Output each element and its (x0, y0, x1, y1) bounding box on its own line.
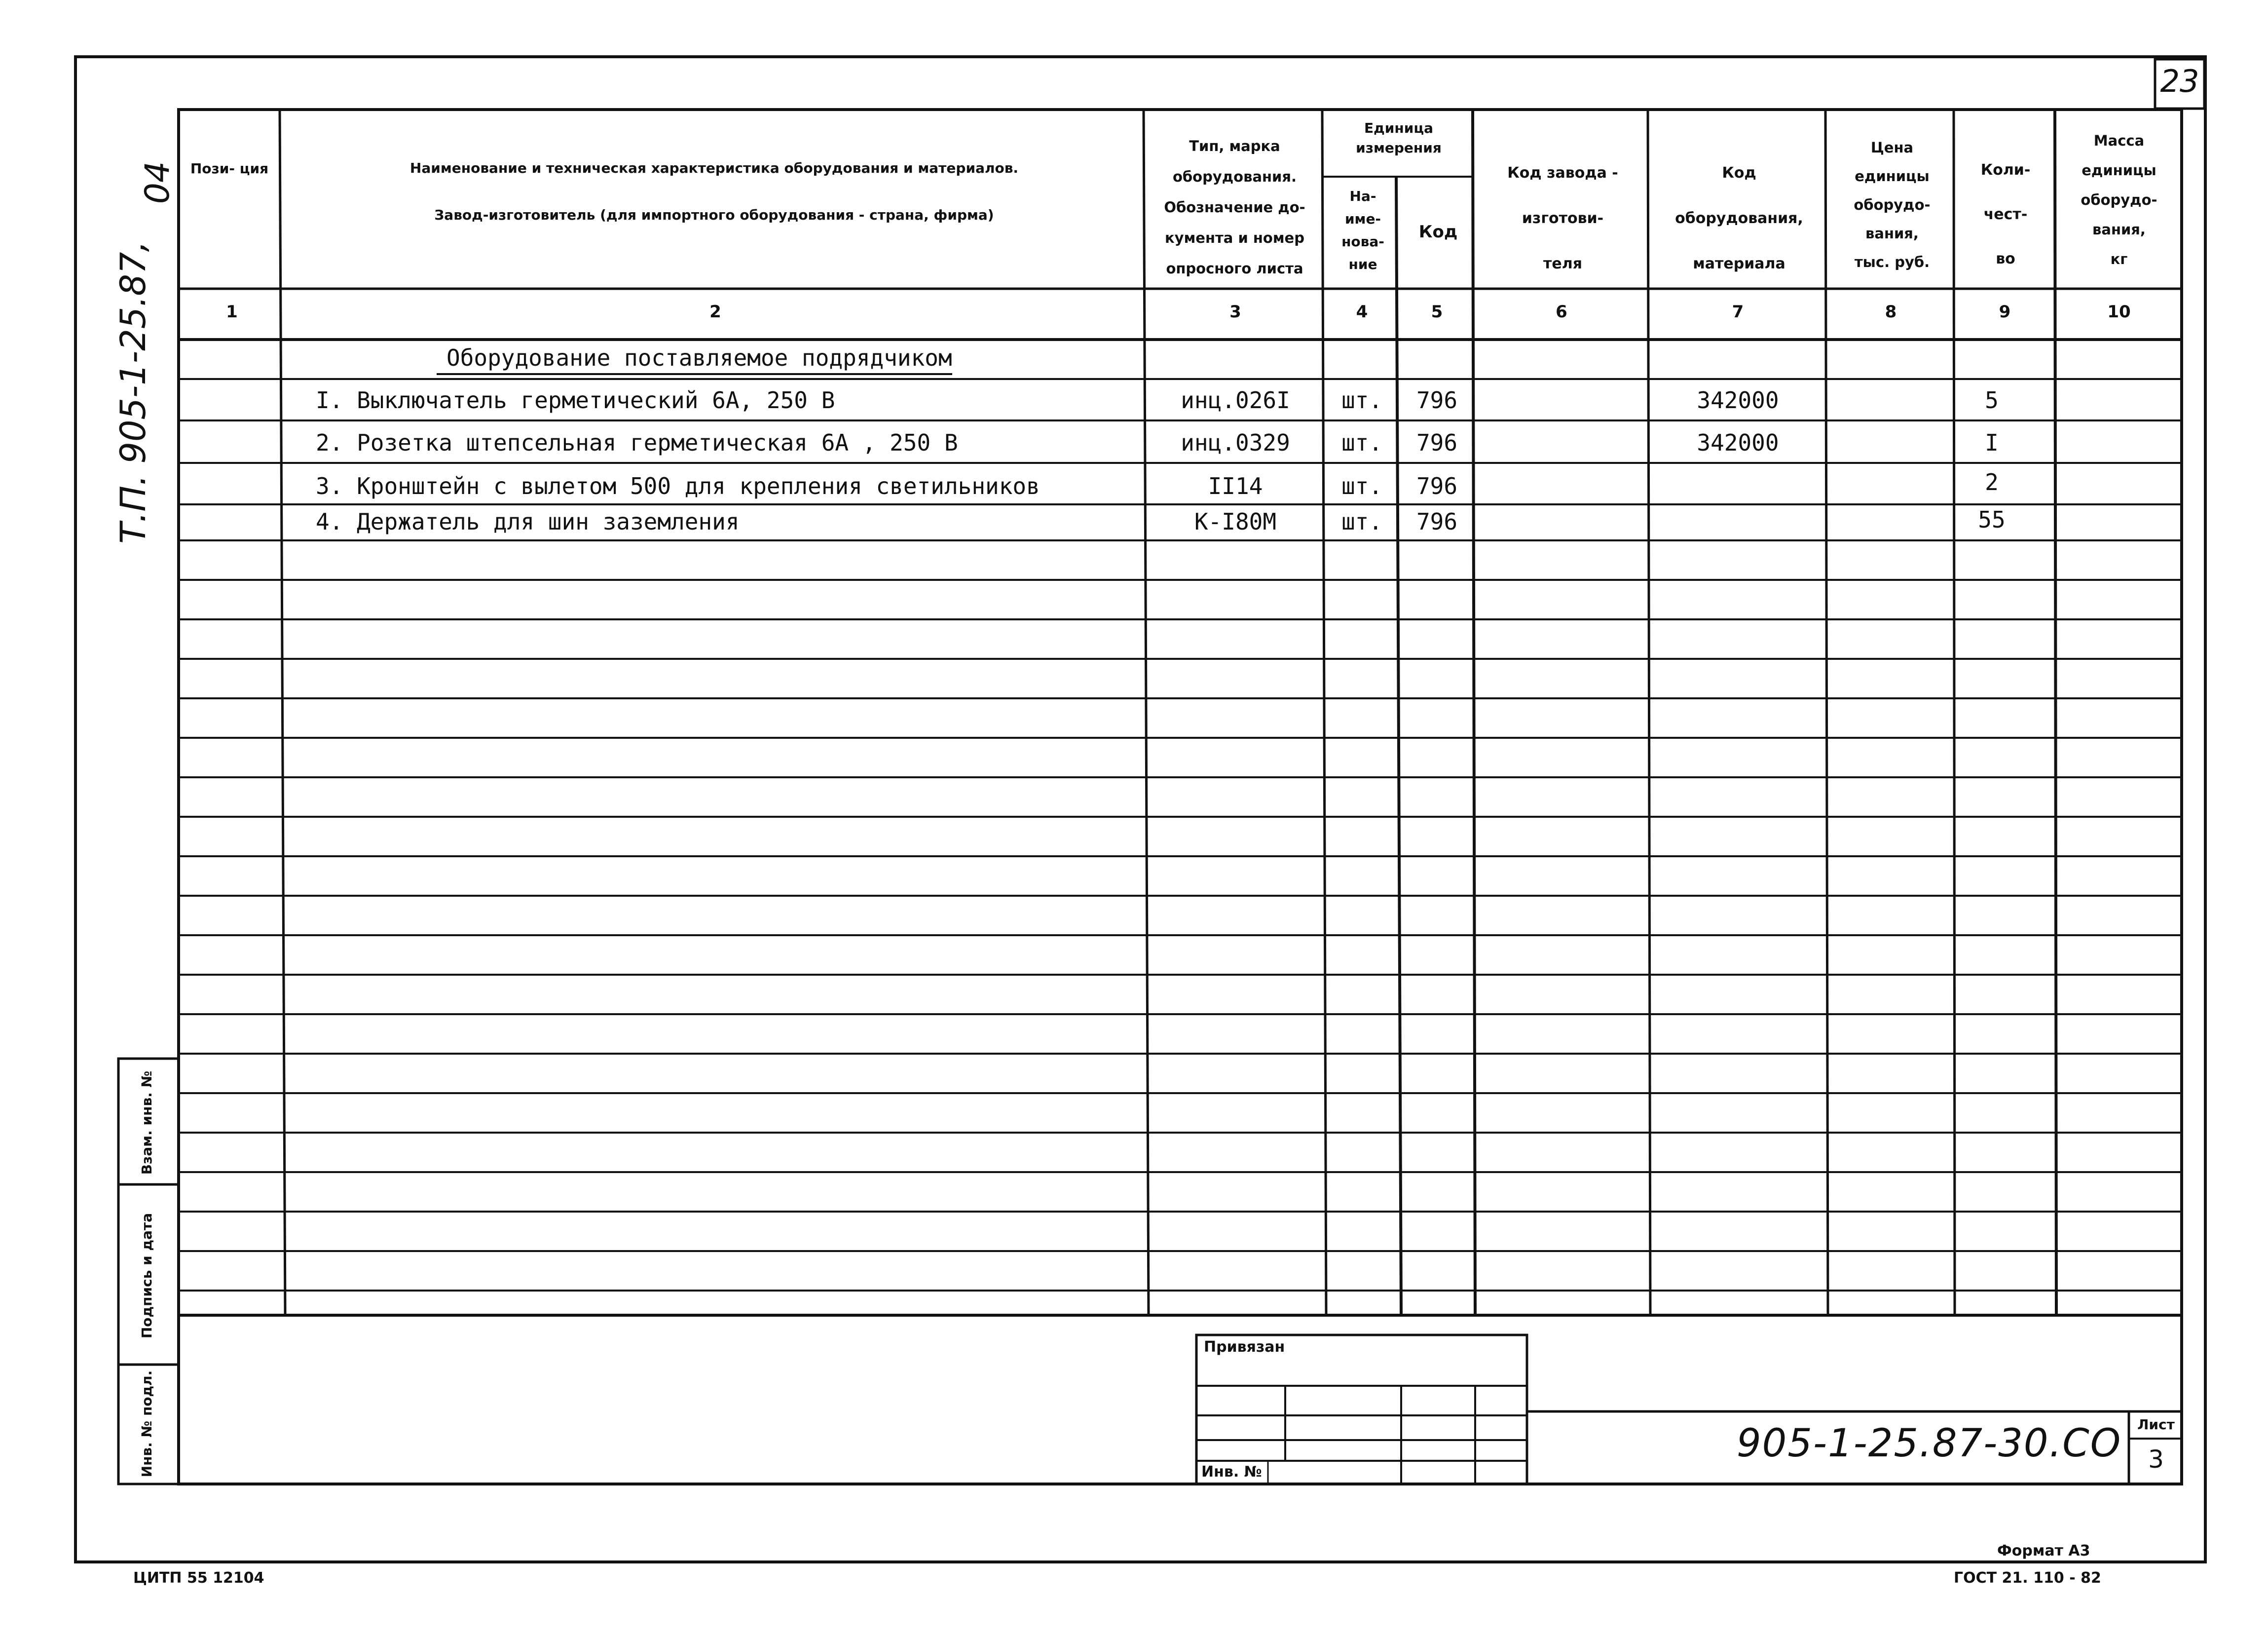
binding-label: Привязан (1204, 1338, 1285, 1356)
header-unit-price-line: единицы (1855, 168, 1930, 185)
row-equipment-code: 342000 (1697, 387, 1779, 414)
section-title: Оборудование поставляемое подрядчиком (446, 344, 952, 371)
header-mass-line: вания, (2092, 221, 2146, 238)
header-type-line: оборудования. (1172, 168, 1297, 185)
column-number: 1 (226, 302, 238, 322)
row-type: инц.0329 (1181, 429, 1290, 456)
document-code: 905-1-25.87-30.CO (1737, 1421, 2122, 1466)
header-equipment-code-line: оборудования, (1675, 210, 1803, 227)
column-number: 3 (1229, 302, 1241, 322)
footer-format: Формат А3 (1997, 1542, 2090, 1560)
header-equipment-code-line: Код (1722, 164, 1756, 182)
header-mass-line: единицы (2082, 162, 2156, 179)
header-unit-group: Единица измерения (1356, 120, 1442, 156)
row-quantity: I (1985, 429, 1999, 456)
stamp-replacement-inv: Взам. инв. № (139, 1070, 155, 1175)
header-unit-price-line: Цена (1870, 139, 1914, 156)
header-type-line: Тип, марка (1189, 138, 1280, 154)
side-code-top: 04 (138, 161, 177, 204)
header-unit-price-line: оборудо- (1854, 196, 1931, 213)
outer-frame (75, 57, 2205, 1562)
row-name: 4. Держатель для шин заземления (316, 508, 740, 535)
side-code: Т.П. 905-1-25.87, (113, 241, 153, 544)
header-position: Пози- ция (190, 160, 269, 177)
row-type: II14 (1208, 473, 1263, 499)
list-value: 3 (2148, 1445, 2164, 1474)
header-unit-price-line: тыс. руб. (1854, 254, 1930, 270)
row-name: I. Выключатель герметический 6А, 250 В (316, 387, 835, 414)
header-quantity (1956, 148, 2055, 281)
header-unit-name-line: нова- (1341, 233, 1384, 250)
row-unit: шт. (1341, 473, 1383, 499)
column-number: 2 (709, 302, 721, 322)
header-name-line2: Завод-изготовитель (для импортного оборудования - страна, фирма) (434, 207, 994, 223)
column-number: 8 (1885, 302, 1897, 322)
header-factory-code (1478, 151, 1648, 287)
row-name: 2. Розетка штепсельная герметическая 6А , 250 В (316, 429, 958, 456)
header-mass-line: кг (2110, 251, 2128, 267)
header-unit-name-line: На- (1349, 188, 1376, 204)
header-mass-line: Масса (2093, 132, 2145, 149)
header-type-line: Обозначение до- (1164, 199, 1305, 216)
row-unit: шт. (1341, 508, 1383, 535)
footer-gost: ГОСТ 21. 110 - 82 (1954, 1569, 2101, 1587)
row-type: инц.026I (1181, 387, 1290, 414)
column-number: 4 (1356, 302, 1368, 322)
header-quantity-line: во (1996, 250, 2015, 267)
header-factory-code-line: Код завода - (1507, 164, 1618, 182)
header-unit-price-line: вания, (1865, 225, 1919, 242)
column-number: 10 (2107, 302, 2131, 322)
header-unit-name (1330, 185, 1396, 276)
header-mass (2057, 126, 2181, 274)
header-equipment-code-line: материала (1693, 255, 1785, 272)
stamp-signature-date: Подпись и дата (139, 1213, 155, 1339)
row-code: 796 (1416, 387, 1458, 414)
row-equipment-code: 342000 (1697, 429, 1779, 456)
header-type-line: опросного листа (1166, 260, 1303, 277)
header-unit-name-line: имe- (1344, 211, 1381, 227)
column-number: 6 (1556, 302, 1567, 322)
row-name: 3. Кронштейн с вылетом 500 для крепления светильников (316, 473, 1040, 499)
header-type (1150, 131, 1320, 284)
stamp-original-inv: Инв. № подл. (139, 1370, 155, 1478)
row-unit: шт. (1341, 387, 1383, 414)
header-factory-code-line: теля (1543, 255, 1582, 272)
header-type-line: кумента и номер (1165, 229, 1304, 246)
row-quantity: 55 (1978, 506, 2006, 533)
row-code: 796 (1416, 508, 1458, 535)
header-unit-code: Код (1418, 222, 1458, 242)
header-unit-price (1830, 133, 1954, 276)
header-mass-line: оборудо- (2081, 191, 2157, 208)
header-unit-name-line: ние (1348, 256, 1377, 272)
header-quantity-line: Коли- (1980, 161, 2031, 179)
header-name-line1: Наименование и техническая характеристика оборудования и материалов. (409, 160, 1019, 176)
footer-registration: ЦИТП 55 12104 (133, 1569, 264, 1587)
list-label: Лист (2137, 1416, 2175, 1433)
row-quantity: 5 (1985, 387, 1999, 414)
column-number: 5 (1431, 302, 1443, 322)
row-unit: шт. (1341, 429, 1383, 456)
column-number: 9 (1999, 302, 2011, 322)
row-code: 796 (1416, 473, 1458, 499)
header-quantity-line: чест- (1983, 206, 2028, 223)
sheet-number-top: 23 (2160, 63, 2199, 99)
header-equipment-code (1653, 151, 1825, 287)
inventory-number-label: Инв. № (1201, 1463, 1262, 1481)
row-code: 796 (1416, 429, 1458, 456)
header-factory-code-line: изготови- (1522, 210, 1604, 227)
column-number: 7 (1732, 302, 1744, 322)
row-type: К-I80М (1194, 508, 1277, 535)
row-quantity: 2 (1985, 469, 1999, 495)
